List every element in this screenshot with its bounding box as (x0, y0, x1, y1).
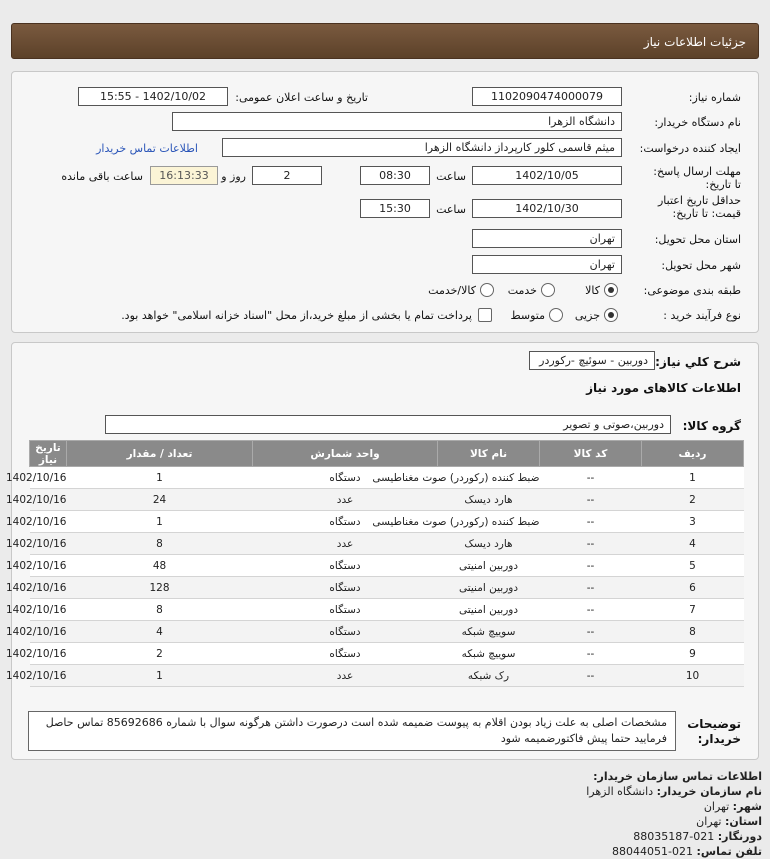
table-row (30, 599, 744, 621)
table-cell-col-name: سوییچ شبکه (438, 621, 540, 643)
province-field: تهران (472, 229, 622, 248)
table-cell-col-code: -- (540, 511, 642, 533)
table-cell-col-name: دوربین امنیتی (438, 577, 540, 599)
goods-info-title: اطلاعات کالاهای مورد نیاز (586, 381, 741, 395)
table-cell-col-name: هارد دیسک (438, 489, 540, 511)
buyer-org-label: نام دستگاه خریدار: (654, 116, 741, 129)
table-cell-col-date: 1402/10/16 (30, 489, 67, 511)
category-radio-goods-service[interactable] (480, 283, 494, 297)
table-row (30, 643, 744, 665)
table-cell-col-code: -- (540, 555, 642, 577)
table-header-col-qty: تعداد / مقدار (67, 441, 253, 467)
announce-datetime-label: تاریخ و ساعت اعلان عمومی: (235, 91, 368, 104)
table-header-col-row: ردیف (642, 441, 744, 467)
remaining-label: ساعت باقی مانده (61, 170, 143, 183)
table-cell-col-row: 1 (642, 467, 744, 489)
send-time-field: 08:30 (360, 166, 430, 185)
table-cell-col-unit: دستگاه (253, 599, 438, 621)
table-row (30, 533, 744, 555)
table-cell-col-code: -- (540, 621, 642, 643)
validity-time-field: 15:30 (360, 199, 430, 218)
table-cell-col-code: -- (540, 599, 642, 621)
send-deadline-label: مهلت ارسال پاسخ: تا تاریخ: (653, 165, 741, 191)
general-desc-label: شرح كلي نياز: (655, 355, 741, 369)
table-cell-col-row: 5 (642, 555, 744, 577)
table-cell-col-unit: دستگاه (253, 643, 438, 665)
category-option-goods: کالا (585, 284, 600, 297)
validity-date-field: 1402/10/30 (472, 199, 622, 218)
table-cell-col-row: 8 (642, 621, 744, 643)
contact-title: اطلاعات تماس سازمان خریدار: (593, 770, 762, 783)
table-row (30, 577, 744, 599)
table-cell-col-unit: دستگاه (253, 467, 438, 489)
countdown-field: 16:13:33 (150, 166, 218, 185)
need-info-panel (11, 71, 759, 333)
table-cell-col-qty: 1 (67, 511, 253, 533)
table-cell-col-date: 1402/10/16 (30, 533, 67, 555)
process-radio-medium[interactable] (549, 308, 563, 322)
buyer-notes-label: توضیحات خریدار: (687, 717, 741, 746)
table-header-row (30, 441, 744, 467)
table-row (30, 621, 744, 643)
goods-group-field: دوربین،صوتی و تصویر (105, 415, 671, 434)
table-cell-col-qty: 8 (67, 599, 253, 621)
table-cell-col-qty: 8 (67, 533, 253, 555)
table-cell-col-code: -- (540, 489, 642, 511)
treasury-note: پرداخت تمام یا بخشی از مبلغ خرید،از محل "اسناد خزانه اسلامی" خواهد بود. (121, 309, 472, 322)
table-cell-col-row: 2 (642, 489, 744, 511)
table-cell-col-name: سوییچ شبکه (438, 643, 540, 665)
price-validity-label: حداقل تاریخ اعتبار قیمت: تا تاریخ: (657, 194, 741, 220)
table-cell-col-row: 9 (642, 643, 744, 665)
table-cell-col-name: دوربین امنیتی (438, 555, 540, 577)
validity-time-label: ساعت (436, 203, 466, 216)
announce-datetime-field: 1402/10/02 - 15:55 (78, 87, 228, 106)
table-cell-col-code: -- (540, 467, 642, 489)
goods-group-label: گروه کالا: (682, 419, 741, 433)
contact-city: شهر: تهران (703, 800, 762, 813)
table-cell-col-date: 1402/10/16 (30, 599, 67, 621)
category-radio-goods[interactable] (604, 283, 618, 297)
table-cell-col-date: 1402/10/16 (30, 511, 67, 533)
goods-table (5, 440, 744, 687)
table-cell-col-date: 1402/10/16 (30, 621, 67, 643)
contact-org: نام سازمان خریدار: دانشگاه الزهرا (586, 785, 762, 798)
page-header (11, 23, 759, 59)
table-cell-col-name: رک شبکه (438, 665, 540, 687)
table-cell-col-row: 10 (642, 665, 744, 687)
page-title: جزئیات اطلاعات نیاز (643, 35, 746, 49)
need-number-field: 1102090474000079 (472, 87, 622, 106)
purchase-process-label: نوع فرآیند خرید : (663, 309, 741, 322)
category-option-goods-service: کالا/خدمت (428, 284, 476, 297)
table-cell-col-code: -- (540, 665, 642, 687)
table-body (5, 467, 744, 687)
table-cell-col-unit: دستگاه (253, 577, 438, 599)
process-radio-minor[interactable] (604, 308, 618, 322)
table-cell-col-unit: عدد (253, 489, 438, 511)
buyer-notes-field: مشخصات اصلی به علت زیاد بودن اقلام به پیوست ضمیمه شده است درصورت داشتن هرگونه سوال با شماره 85692686 تماس حاصل فرمایید حتما پیش فاکتورضمیمه شود (28, 711, 676, 751)
table-cell-col-unit: عدد (253, 533, 438, 555)
table-cell-col-qty: 4 (67, 621, 253, 643)
table-row (30, 467, 744, 489)
send-date-field: 1402/10/05 (472, 166, 622, 185)
city-field: تهران (472, 255, 622, 274)
table-cell-col-date: 1402/10/16 (30, 577, 67, 599)
table-cell-col-qty: 1 (67, 665, 253, 687)
table-cell-col-date: 1402/10/16 (30, 643, 67, 665)
table-cell-col-name: ضبط کننده (رکوردر) صوت مغناطیسی (438, 511, 540, 533)
table-row (30, 665, 744, 687)
table-cell-col-name: هارد دیسک (438, 533, 540, 555)
table-row (30, 511, 744, 533)
table-cell-col-qty: 48 (67, 555, 253, 577)
table-cell-col-code: -- (540, 643, 642, 665)
table-cell-col-row: 7 (642, 599, 744, 621)
table-cell-col-qty: 128 (67, 577, 253, 599)
table-cell-col-qty: 2 (67, 643, 253, 665)
category-option-service: خدمت (507, 284, 537, 297)
table-cell-col-name: ضبط کننده (رکوردر) صوت مغناطیسی (438, 467, 540, 489)
table-cell-col-row: 6 (642, 577, 744, 599)
table-cell-col-code: -- (540, 577, 642, 599)
requester-label: ایجاد کننده درخواست: (639, 142, 741, 155)
table-cell-col-unit: دستگاه (253, 555, 438, 577)
table-cell-col-name: دوربین امنیتی (438, 599, 540, 621)
requester-field: میثم قاسمی کلور کارپرداز دانشگاه الزهرا (222, 138, 622, 157)
delivery-province-label: استان محل تحویل: (654, 233, 741, 246)
table-cell-col-row: 4 (642, 533, 744, 555)
general-desc-field: دوربین - سوئیچ -رکوردر (529, 351, 655, 370)
contact-phone: دورنگار: 021-88035187 (633, 830, 762, 843)
table-header-col-unit: واحد شمارش (253, 441, 438, 467)
table-cell-col-unit: دستگاه (253, 621, 438, 643)
table-cell-col-date: 1402/10/16 (30, 555, 67, 577)
table-cell-col-unit: عدد (253, 665, 438, 687)
delivery-city-label: شهر محل تحویل: (661, 259, 741, 272)
goods-panel (5, 342, 759, 760)
buyer-org-field: دانشگاه الزهرا (172, 112, 622, 131)
table-header-col-name: نام کالا (438, 441, 540, 467)
table-cell-col-code: -- (540, 533, 642, 555)
buyer-contact-section (22, 769, 762, 859)
table-cell-col-unit: دستگاه (253, 511, 438, 533)
table-cell-col-date: 1402/10/16 (30, 467, 67, 489)
send-time-label: ساعت (436, 170, 466, 183)
process-option-minor: جزیی (574, 309, 600, 322)
contact-fax: تلفن تماس: 021-88044051 (612, 845, 762, 858)
table-cell-col-date: 1402/10/16 (30, 665, 67, 687)
table-header-col-date: تاریخ نیاز (30, 441, 67, 467)
need-number-label: شماره نیاز: (688, 91, 741, 104)
category-label: طبقه بندی موضوعی: (643, 284, 741, 297)
table-cell-col-row: 3 (642, 511, 744, 533)
table-cell-col-qty: 24 (67, 489, 253, 511)
table-cell-col-qty: 1 (67, 467, 253, 489)
treasury-checkbox[interactable] (478, 308, 492, 322)
table-row (30, 489, 744, 511)
day-and-label: روز و (221, 170, 246, 183)
days-field: 2 (252, 166, 322, 185)
table-row (30, 555, 744, 577)
contact-province: استان: تهران (696, 815, 762, 828)
category-radio-service[interactable] (541, 283, 555, 297)
process-option-medium: متوسط (510, 309, 545, 322)
table-header-col-code: کد کالا (540, 441, 642, 467)
contact-info-link[interactable]: اطلاعات تماس خریدار (96, 142, 198, 155)
